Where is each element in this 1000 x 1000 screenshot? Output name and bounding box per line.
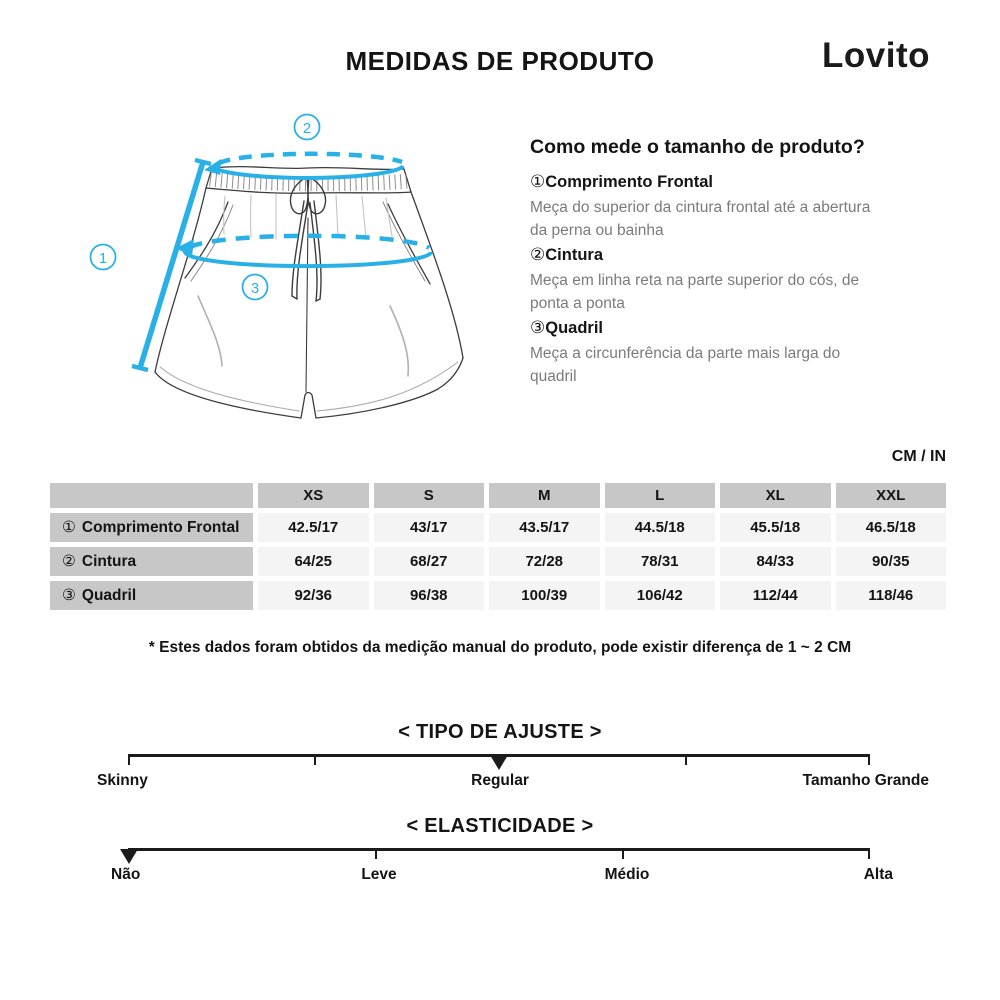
fit-label-tamanho-grande: Tamanho Grande xyxy=(802,772,929,789)
cell-front-length-s: 43/17 xyxy=(374,513,485,542)
cell-waist-l: 78/31 xyxy=(605,547,716,576)
size-table xyxy=(50,483,946,610)
elasticity-label-medio: Médio xyxy=(604,866,650,883)
cell-hip-l: 106/42 xyxy=(605,581,716,610)
cell-hip-m: 100/39 xyxy=(489,581,600,610)
cell-waist-xxl: 90/35 xyxy=(836,547,947,576)
size-header-xxl: XXL xyxy=(836,483,947,508)
unit-label: CM / IN xyxy=(891,448,946,465)
cell-front-length-m: 43.5/17 xyxy=(489,513,600,542)
measurement-overlays xyxy=(91,115,432,371)
measure-instructions xyxy=(530,136,990,391)
hem xyxy=(155,358,463,418)
size-header-l: L xyxy=(605,483,716,508)
row-label-waist: ② Cintura xyxy=(50,547,253,576)
elasticity-marker xyxy=(120,849,138,864)
elasticity-label-leve: Leve xyxy=(361,866,397,883)
cell-hip-xs: 92/36 xyxy=(258,581,369,610)
instruction-desc-front-length: Meça do superior da cintura frontal até a abertura da perna ou bainha xyxy=(530,199,871,239)
cell-front-length-xs: 42.5/17 xyxy=(258,513,369,542)
elasticity-scale-heading: < ELASTICIDADE > xyxy=(406,815,594,837)
hip-dashed-arc xyxy=(189,236,429,248)
fit-scale-heading: < TIPO DE AJUSTE > xyxy=(398,721,602,743)
size-header-xs: XS xyxy=(258,483,369,508)
instruction-desc-waist: Meça em linha reta na parte superior do cós, de ponta a ponta xyxy=(530,272,860,312)
row-label-front-length: ① Comprimento Frontal xyxy=(50,513,253,542)
marker-3-circle xyxy=(243,275,268,300)
elasticity-tick-100 xyxy=(868,848,870,859)
instructions-heading: Como mede o tamanho de produto? xyxy=(530,136,865,158)
marker-2-number: 2 xyxy=(302,120,312,137)
front-length-cap-bottom xyxy=(132,366,148,370)
circled-3: ③ xyxy=(530,318,546,337)
cell-waist-xl: 84/33 xyxy=(720,547,831,576)
size-header-m: M xyxy=(489,483,600,508)
drawstring-left xyxy=(292,201,304,296)
left-seam xyxy=(155,188,206,372)
fit-tick-25 xyxy=(314,754,316,765)
size-header-xl: XL xyxy=(720,483,831,508)
instruction-title-front-length: ①Comprimento Frontal xyxy=(530,172,713,191)
cell-front-length-l: 44.5/18 xyxy=(605,513,716,542)
cell-waist-s: 68/27 xyxy=(374,547,485,576)
cell-waist-m: 72/28 xyxy=(489,547,600,576)
right-seam xyxy=(411,192,463,358)
cell-front-length-xxl: 46.5/18 xyxy=(836,513,947,542)
fit-marker xyxy=(490,755,508,770)
circled-2: ② xyxy=(530,245,546,264)
brand-logo: Lovito xyxy=(822,36,930,75)
instruction-title-hip: ③Quadril xyxy=(530,318,604,337)
fit-tick-100 xyxy=(868,754,870,765)
cell-hip-xl: 112/44 xyxy=(720,581,831,610)
instruction-desc-hip: Meça a circunferência da parte mais larga do quadril xyxy=(530,345,841,385)
drape-lines xyxy=(198,296,408,376)
waistband-top-edge xyxy=(212,167,404,170)
shorts-outline xyxy=(155,167,463,418)
measurement-disclaimer: * Estes dados foram obtidos da medição manual do produto, pode existir diferença de 1 ~ 2 CM xyxy=(148,639,852,656)
cell-hip-xxl: 118/46 xyxy=(836,581,947,610)
fit-scale-line xyxy=(128,754,870,757)
marker-1-circle xyxy=(91,245,116,270)
table-corner-cell xyxy=(50,483,253,508)
shorts-measurement-diagram xyxy=(70,100,510,440)
cell-waist-xs: 64/25 xyxy=(258,547,369,576)
fit-tick-75 xyxy=(685,754,687,765)
page-title: MEDIDAS DE PRODUTO xyxy=(345,46,655,76)
row-label-hip: ③ Quadril xyxy=(50,581,253,610)
fit-tick-0 xyxy=(128,754,130,765)
marker-3-number: 3 xyxy=(250,280,260,297)
cell-hip-s: 96/38 xyxy=(374,581,485,610)
front-length-cap-top xyxy=(195,160,211,164)
elasticity-scale-line xyxy=(128,848,870,851)
center-seam xyxy=(306,218,308,392)
elasticity-tick-33 xyxy=(375,848,377,859)
elasticity-label-alta: Alta xyxy=(863,866,893,883)
fit-label-regular: Regular xyxy=(471,772,529,789)
elasticity-tick-66 xyxy=(622,848,624,859)
waist-dashed-arc xyxy=(218,154,402,164)
circled-1: ① xyxy=(530,172,546,191)
elasticity-label-nao: Não xyxy=(111,866,141,883)
cell-front-length-xl: 45.5/18 xyxy=(720,513,831,542)
instruction-title-waist: ②Cintura xyxy=(530,245,603,264)
fit-label-skinny: Skinny xyxy=(97,772,148,789)
marker-1-number: 1 xyxy=(98,250,108,267)
marker-2-circle xyxy=(295,115,320,140)
size-header-s: S xyxy=(374,483,485,508)
